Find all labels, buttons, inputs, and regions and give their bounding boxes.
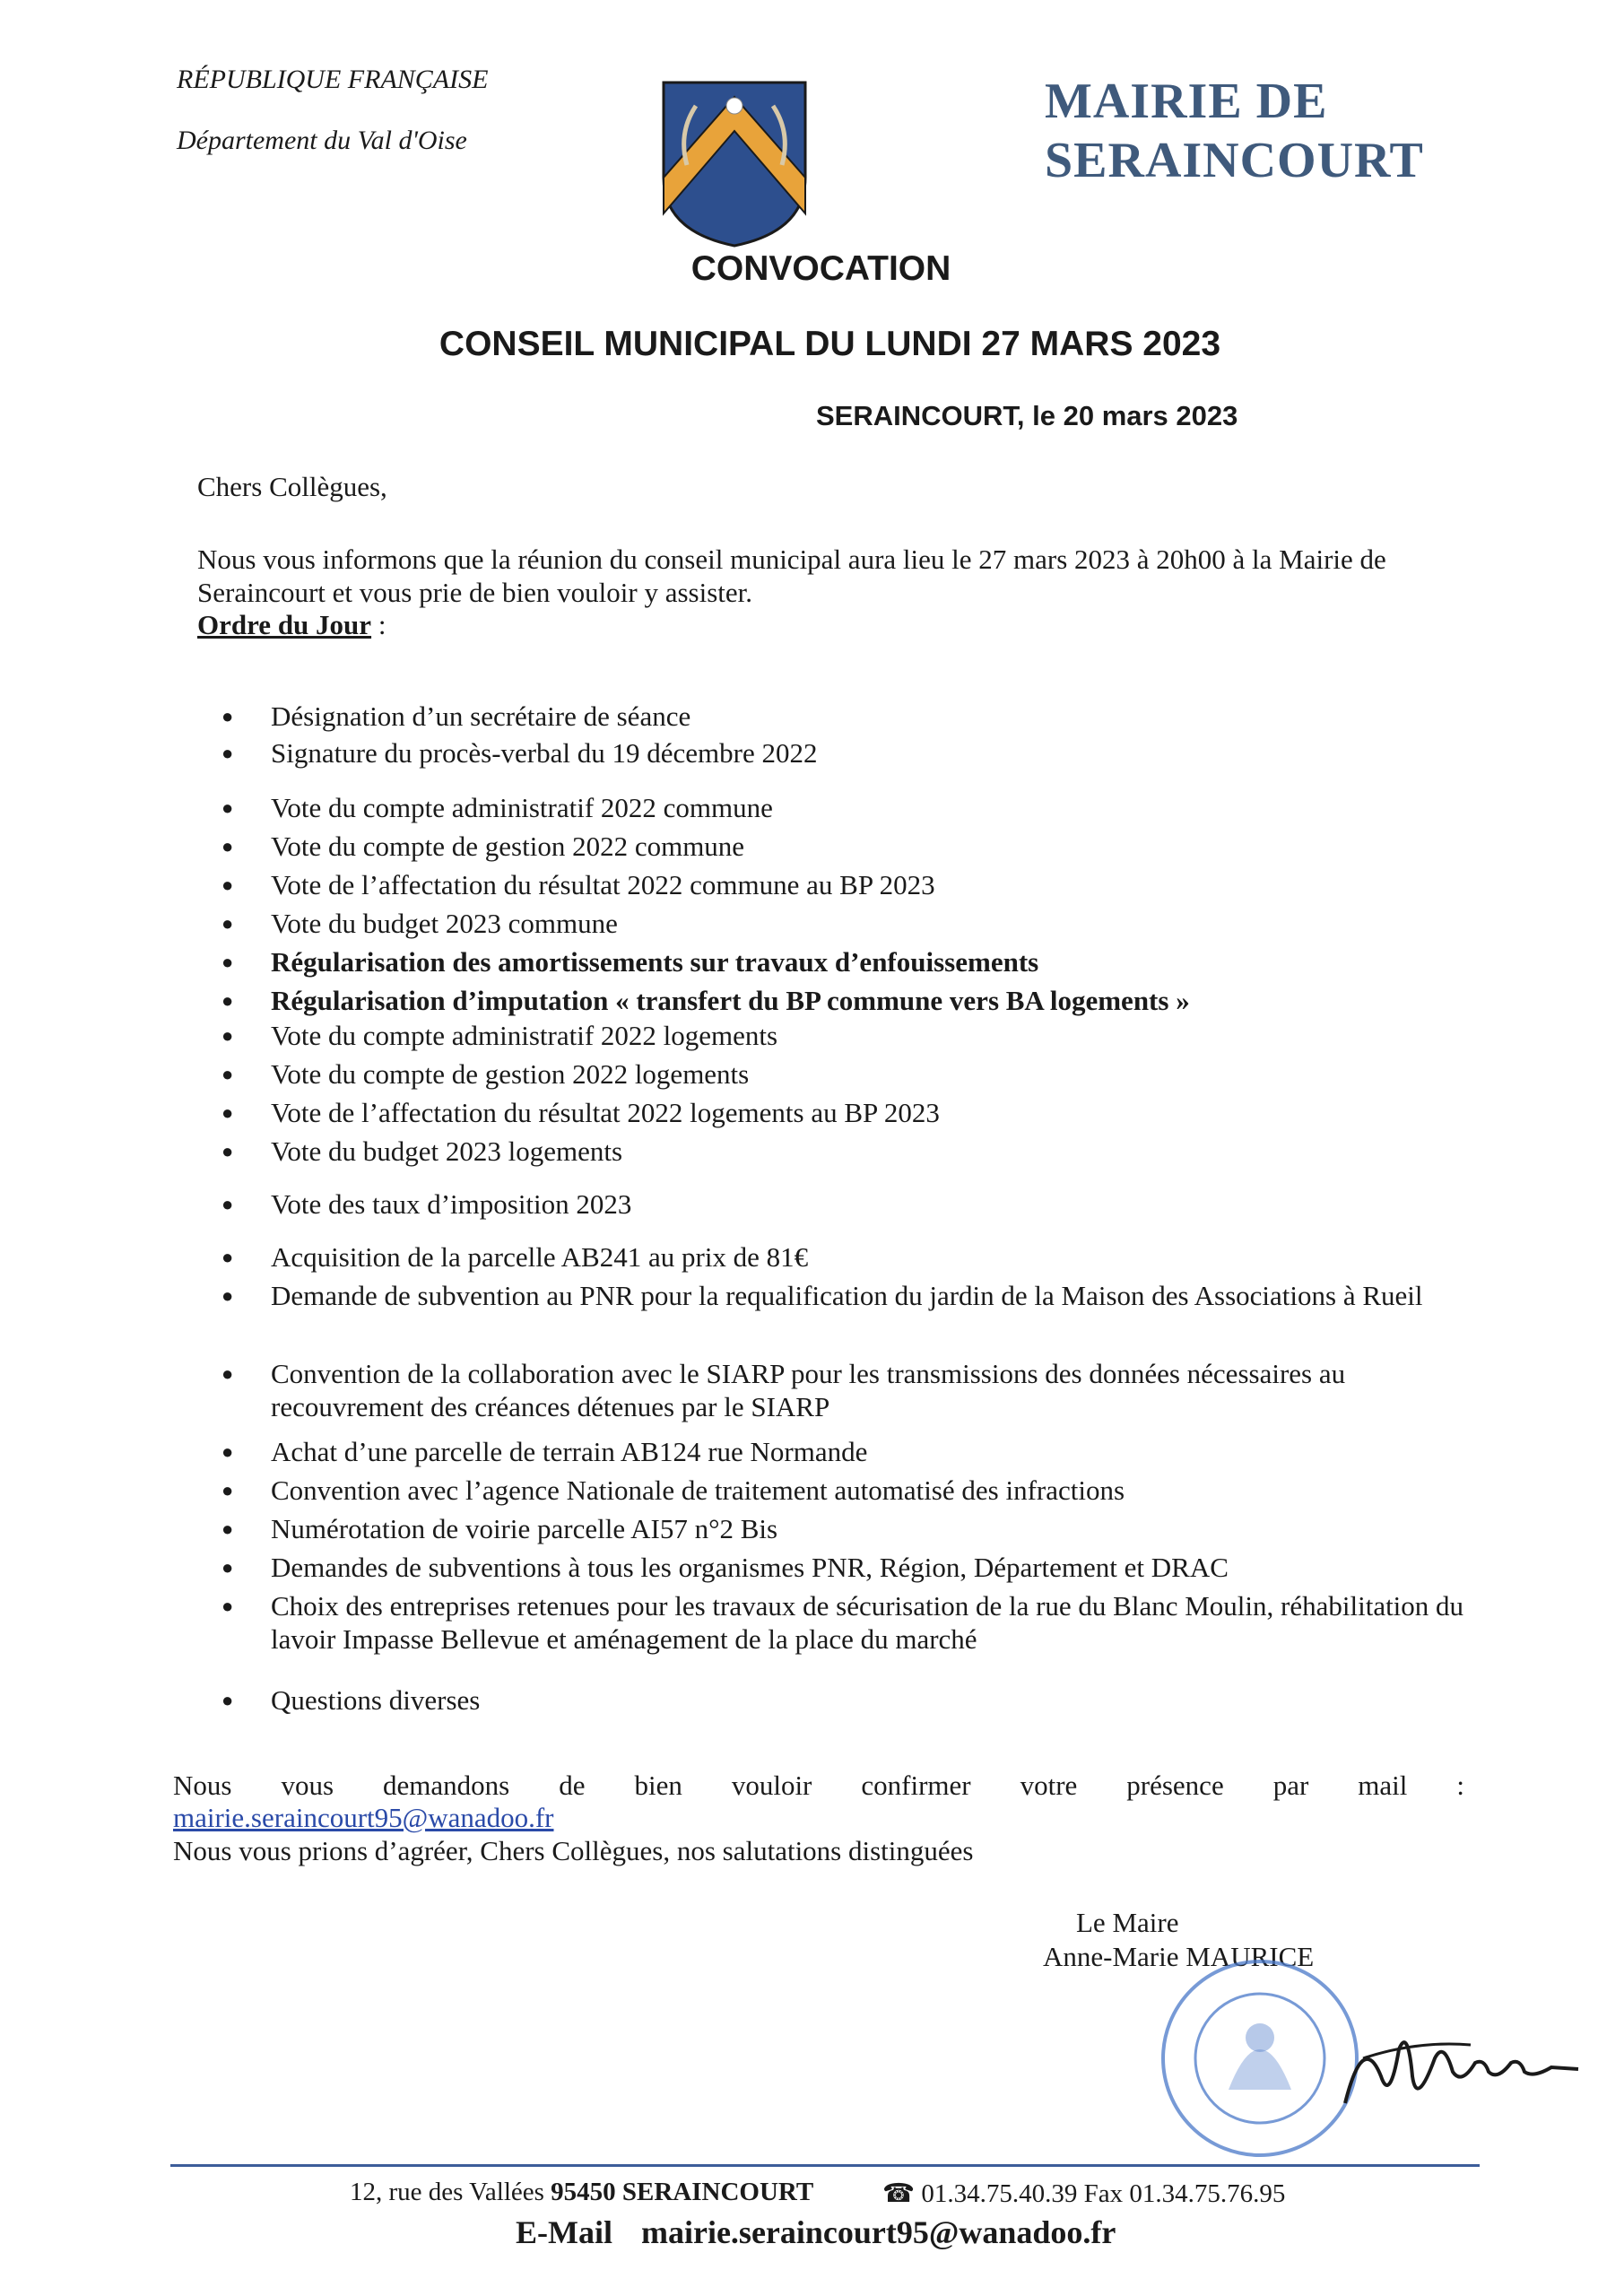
ordre-du-jour-title: Ordre du Jour [197, 609, 372, 640]
list-item [220, 1057, 1493, 1091]
list-item-text: Choix des entreprises retenues pour les travaux de sécurisation de la rue du Blanc Moulin, réhabilitation du lavoir Impasse Bellevue et aménagement de la place du marché [271, 1590, 1464, 1655]
list-item [220, 945, 1493, 978]
confirm-presence-text: Nous vous demandons de bien vouloir confirmer votre présence par mail : [173, 1770, 1464, 1801]
list-item-text: Signature du procès-verbal du 19 décembre 2022 [271, 737, 818, 769]
list-item [220, 1279, 1493, 1312]
list-item-text: Questions diverses [271, 1684, 481, 1716]
list-item-text: Régularisation des amortissements sur travaux d’enfouissements [271, 946, 1039, 978]
mairie-title [1045, 72, 1424, 190]
bullet-icon: ● [221, 1063, 234, 1085]
document-title: CONVOCATION [690, 249, 951, 288]
bullet-icon: ● [221, 1193, 234, 1215]
list-item-text: Demandes de subventions à tous les organismes PNR, Région, Département et DRAC [271, 1552, 1229, 1583]
list-item-text: Désignation d’un secrétaire de séance [271, 700, 691, 732]
list-item-text: Vote du compte administratif 2022 commune [271, 792, 773, 823]
republique-francaise-label: RÉPUBLIQUE FRANÇAISE [177, 65, 489, 94]
list-item-text: Vote du compte de gestion 2022 commune [271, 831, 745, 862]
list-item-text: Vote du compte de gestion 2022 logements [271, 1058, 750, 1090]
bullet-icon: ● [221, 1140, 234, 1162]
bullet-icon: ● [221, 1556, 234, 1578]
bullet-icon: ● [221, 1689, 234, 1711]
bullet-icon: ● [221, 1284, 234, 1307]
list-item [220, 907, 1493, 940]
list-item [220, 791, 1493, 824]
footer-address-city: 95450 SERAINCOURT [551, 2178, 814, 2206]
list-item [220, 868, 1493, 901]
list-item-text: Numérotation de voirie parcelle AI57 n°2 Bis [271, 1513, 778, 1544]
document-subtitle: CONSEIL MUNICIPAL DU LUNDI 27 MARS 2023 [439, 325, 1221, 363]
list-item-text: Vote du compte administratif 2022 logements [271, 1020, 778, 1051]
bullet-icon: ● [221, 951, 234, 973]
signature-icon [1336, 2022, 1587, 2121]
bullet-icon: ● [221, 705, 234, 727]
list-item [220, 1187, 1493, 1221]
bullet-icon: ● [221, 835, 234, 857]
bullet-icon: ● [221, 1440, 234, 1463]
bullet-icon: ● [221, 1362, 234, 1385]
list-item-text: Vote de l’affectation du résultat 2022 logements au BP 2023 [271, 1097, 940, 1128]
bullet-icon: ● [221, 1479, 234, 1501]
closing-text: Nous vous prions d’agréer, Chers Collègues, nos salutations distinguées [173, 1835, 974, 1866]
bullet-icon: ● [221, 742, 234, 764]
footer-email-address[interactable]: mairie.seraincourt95@wanadoo.fr [640, 2214, 1116, 2250]
bullet-icon: ● [221, 1595, 234, 1617]
list-item [220, 830, 1493, 863]
signatory-name: Anne-Marie MAURICE [1043, 1941, 1315, 1972]
bullet-icon: ● [221, 1101, 234, 1124]
list-item-text: Acquisition de la parcelle AB241 au prix de 81€ [271, 1241, 809, 1273]
footer-divider [170, 2164, 1480, 2167]
footer-phone-text: 01.34.75.40.39 Fax 01.34.75.76.95 [921, 2179, 1286, 2208]
telephone-icon: ☎ [882, 2179, 922, 2208]
ordre-du-jour-heading [197, 608, 386, 641]
list-item [220, 1474, 1493, 1507]
bullet-icon: ● [221, 874, 234, 896]
list-item [220, 984, 1493, 1017]
list-item-text: Vote de l’affectation du résultat 2022 commune au BP 2023 [271, 869, 935, 900]
bullet-icon: ● [221, 796, 234, 819]
list-item-text: Régularisation d’imputation « transfert du BP commune vers BA logements » [271, 985, 1190, 1016]
list-item [220, 700, 1493, 733]
coat-of-arms-icon [660, 79, 809, 249]
list-item-text: Demande de subvention au PNR pour la requalification du jardin de la Maison des Associations à Rueil [271, 1280, 1423, 1311]
list-item [220, 1589, 1493, 1656]
departement-label: Département du Val d'Oise [177, 126, 467, 155]
confirm-email-link[interactable]: mairie.seraincourt95@wanadoo.fr [173, 1802, 554, 1833]
bullet-icon: ● [221, 989, 234, 1012]
bullet-icon: ● [221, 912, 234, 935]
salutation: Chers Collègues, [197, 471, 387, 502]
list-item [220, 1551, 1493, 1584]
list-item-text: Vote des taux d’imposition 2023 [271, 1188, 632, 1220]
list-item [220, 1019, 1493, 1052]
list-item [220, 1135, 1493, 1168]
list-item [220, 736, 1493, 770]
list-item [220, 1357, 1493, 1423]
footer-email-label: E-Mail [516, 2214, 612, 2250]
footer-phone [882, 2178, 1285, 2209]
list-item [220, 1096, 1493, 1129]
list-item [220, 1240, 1493, 1274]
list-item [220, 1512, 1493, 1545]
mairie-title-line2: SERAINCOURT [1045, 133, 1424, 188]
signatory-title: Le Maire [1076, 1907, 1179, 1938]
bullet-icon: ● [221, 1518, 234, 1540]
date-line: SERAINCOURT, le 20 mars 2023 [816, 400, 1238, 431]
list-item [220, 1435, 1493, 1468]
footer-address [350, 2178, 813, 2207]
bullet-icon: ● [221, 1024, 234, 1047]
list-item-text: Vote du budget 2023 logements [271, 1135, 623, 1167]
list-item-text: Achat d’une parcelle de terrain AB124 rue Normande [271, 1436, 868, 1467]
list-item [220, 1683, 1493, 1717]
list-item-text: Vote du budget 2023 commune [271, 908, 618, 939]
list-item-text: Convention avec l’agence Nationale de traitement automatisé des infractions [271, 1474, 1125, 1506]
mairie-title-line1: MAIRIE DE [1045, 74, 1328, 129]
official-stamp-icon [1157, 1955, 1363, 2161]
ordre-du-jour-suffix: : [371, 609, 386, 640]
bullet-icon: ● [221, 1246, 234, 1268]
footer-address-prefix: 12, rue des Vallées [350, 2178, 551, 2206]
list-item-text: Convention de la collaboration avec le SIARP pour les transmissions des données nécessaires au recouvrement des créances détenues par le SIARP [271, 1358, 1346, 1422]
footer-email [516, 2213, 1116, 2251]
intro-paragraph: Nous vous informons que la réunion du conseil municipal aura lieu le 27 mars 2023 à 20h00 à la Mairie de Seraincourt et vous prie de bien vouloir y assister. [197, 544, 1386, 608]
